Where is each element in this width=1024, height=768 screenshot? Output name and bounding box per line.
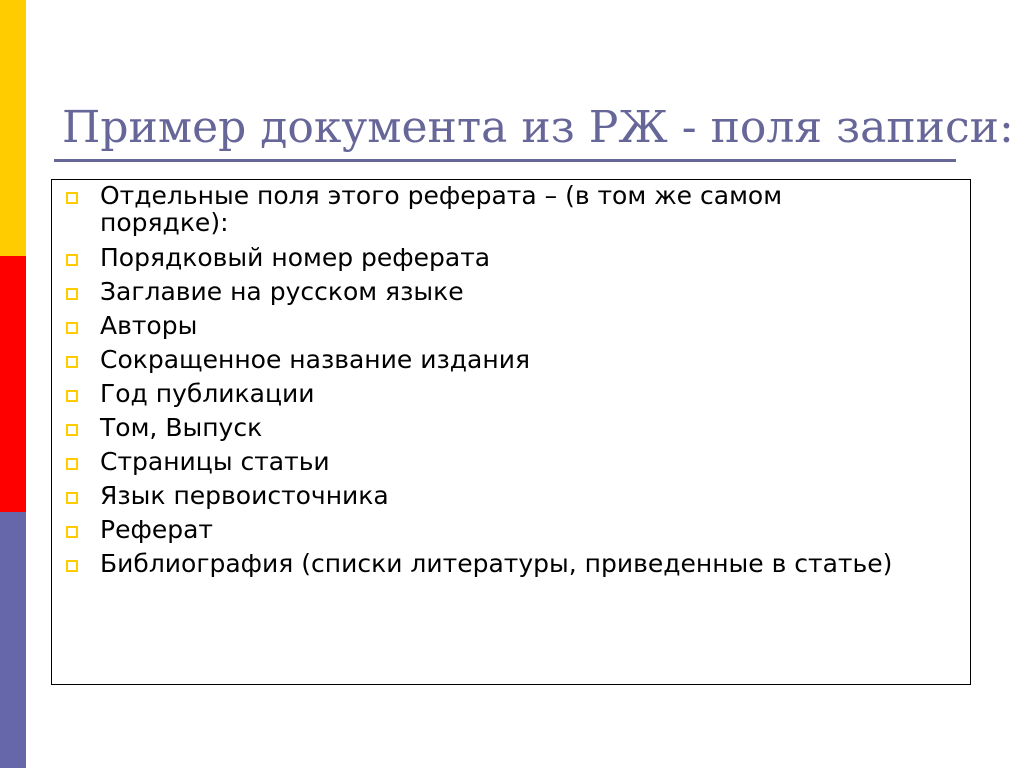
bullet-item (100, 182, 900, 236)
title-underline (54, 159, 956, 162)
bullet-text: Заглавие на русском языке (100, 277, 464, 306)
bullet-text: Авторы (100, 311, 198, 340)
bullet-item (100, 244, 490, 271)
content-box (51, 179, 971, 685)
bullet-text: Реферат (100, 515, 213, 544)
bullet-item (100, 380, 315, 407)
bullet-item (100, 516, 213, 543)
slide-title: Пример документа из РЖ - поля записи: (62, 102, 1014, 153)
bullet-square-icon (66, 560, 78, 572)
decorative-stripe-blue (0, 512, 26, 768)
bullet-item (100, 414, 262, 441)
decorative-stripe-yellow (0, 0, 26, 256)
bullet-text: Страницы статьи (100, 447, 330, 476)
bullet-text: Год публикации (100, 379, 315, 408)
bullet-square-icon (66, 192, 78, 204)
bullet-text: Библиография (списки литературы, приведенные в статье) (100, 549, 893, 578)
bullet-item (100, 312, 197, 339)
bullet-square-icon (66, 526, 78, 538)
bullet-item (100, 278, 464, 305)
bullet-text: Язык первоисточника (100, 481, 389, 510)
bullet-square-icon (66, 492, 78, 504)
bullet-square-icon (66, 356, 78, 368)
bullet-item (100, 346, 530, 373)
bullet-text: Том, Выпуск (100, 413, 263, 442)
decorative-stripe-red (0, 256, 26, 512)
bullet-square-icon (66, 390, 78, 402)
bullet-item (100, 482, 389, 509)
bullet-item (100, 448, 330, 475)
bullet-square-icon (66, 424, 78, 436)
bullet-item (100, 550, 920, 577)
bullet-square-icon (66, 458, 78, 470)
bullet-square-icon (66, 254, 78, 266)
bullet-text: Отдельные поля этого реферата – (в том же самом порядке): (100, 181, 783, 237)
bullet-text: Порядковый номер реферата (100, 243, 491, 272)
bullet-square-icon (66, 288, 78, 300)
bullet-text: Сокращенное название издания (100, 345, 530, 374)
bullet-square-icon (66, 322, 78, 334)
